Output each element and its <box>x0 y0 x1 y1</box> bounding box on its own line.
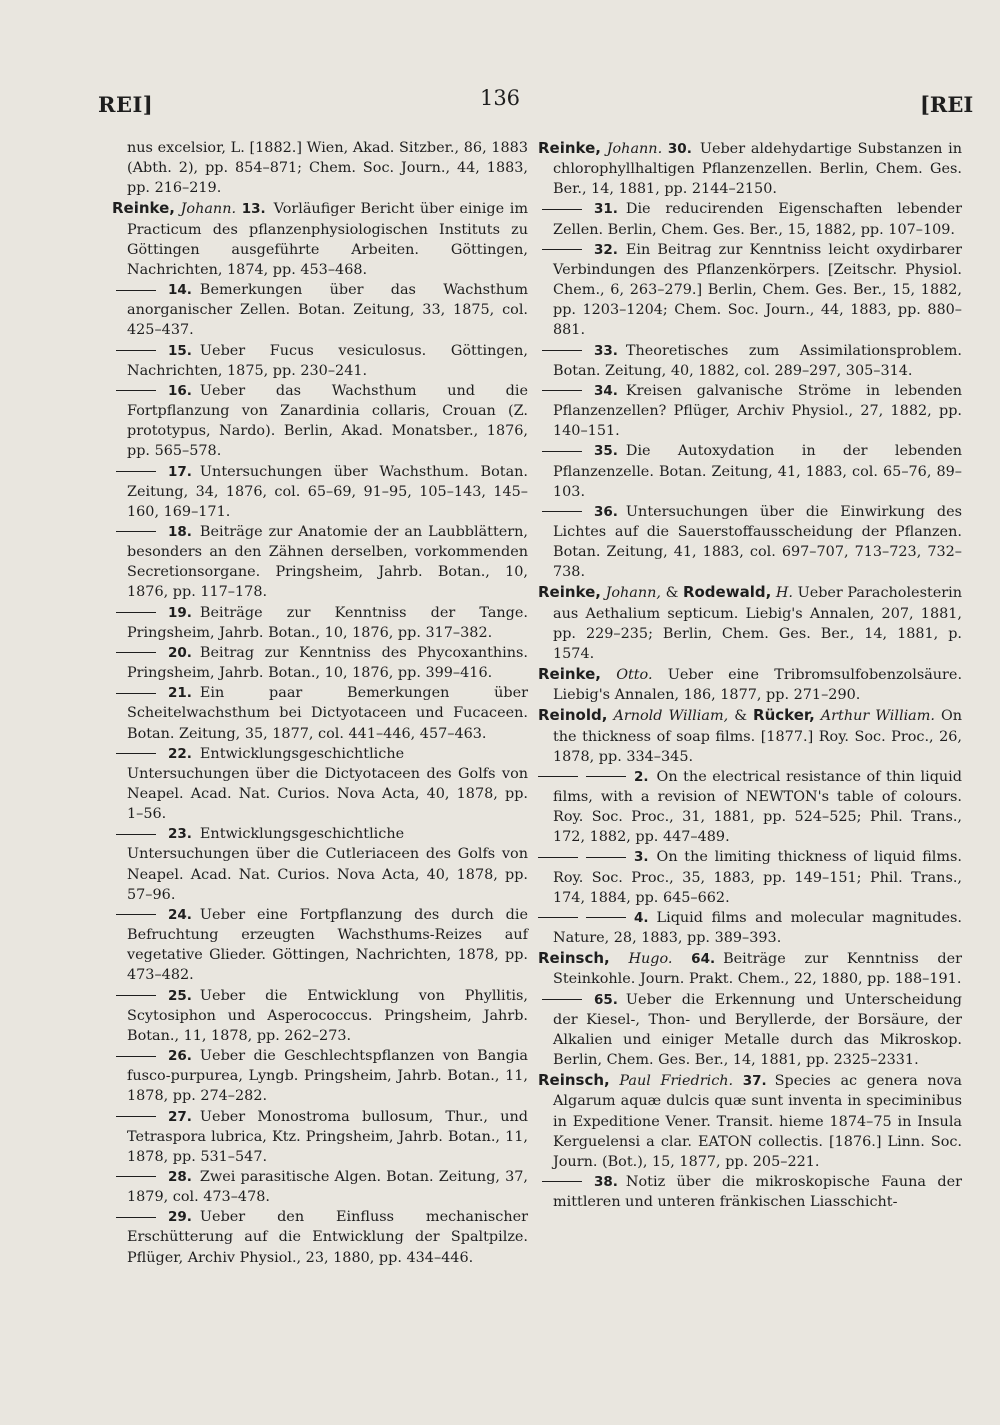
co-author-surname: Rücker, <box>753 706 815 725</box>
entry-text: Ueber aldehydartige Substanzen in chlorophyllhaltigen Pflanzenzellen. Berlin, Chem. Ges. Ber., 14, 1881, pp. 2144–2150. <box>553 141 962 198</box>
bibliography-entry <box>112 824 528 905</box>
author-given-name: Johann, <box>605 585 661 602</box>
entry-number: 3. <box>634 849 649 866</box>
entry-number: 26. <box>168 1048 192 1065</box>
entry-text: Ueber Fucus vesiculosus. Göttingen, Nachrichten, 1875, pp. 230–241. <box>127 342 528 379</box>
ampersand: & <box>665 585 679 602</box>
bibliography-entry <box>538 138 962 199</box>
entry-number: 65. <box>594 991 618 1008</box>
entry-text: Liquid films and molecular magnitudes. Nature, 28, 1883, pp. 389–393. <box>553 909 962 947</box>
entry-number: 14. <box>168 282 192 299</box>
author-given-name: Hugo. <box>628 951 673 968</box>
entry-number: 27. <box>168 1108 192 1125</box>
bibliography-entry <box>538 381 962 441</box>
bibliography-entry <box>112 198 528 280</box>
entry-number: 64. <box>691 951 716 968</box>
bibliography-entry <box>112 522 528 603</box>
bibliography-entry <box>538 908 962 948</box>
bibliography-entry <box>538 341 962 381</box>
entry-number: 15. <box>168 342 192 359</box>
bibliography-entry <box>112 643 528 683</box>
entry-text: Ueber den Einfluss mechanischer Erschütterung auf die Entwicklung der Spaltpilze. Pflüger, Archiv Physiol., 23, 1880, pp. 434–446. <box>127 1209 528 1266</box>
entry-text: Untersuchungen über die Einwirkung des Lichtes auf die Sauerstoffausscheidung der Pflanzen. Botan. Zeitung, 41, 1883, col. 697–707, 713–723, 732–738. <box>553 503 962 581</box>
bibliography-entry <box>112 462 528 522</box>
entry-text: Theoretisches zum Assimilationsproblem. Botan. Zeitung, 40, 1882, col. 289–297, 305–314. <box>553 342 962 379</box>
ditto-rule <box>116 390 156 391</box>
entry-text: Beiträge zur Kenntniss der Tange. Pringsheim, Jahrb. Botan., 10, 1876, pp. 317–382. <box>127 604 528 641</box>
entry-number: 29. <box>168 1209 192 1226</box>
entry-text: Vorläufiger Bericht über einige im Practicum des pflanzenphysiologischen Instituts zu Göttingen ausgeführte Arbeiten. Göttingen, Nachrichten, 1874, pp. 453–468. <box>127 201 529 278</box>
bibliography-entry <box>112 1046 528 1106</box>
author-given-name: Johann. <box>180 201 237 218</box>
ditto-rule <box>542 511 582 512</box>
entry-text: Bemerkungen über das Wachsthum anorganischer Zellen. Botan. Zeitung, 33, 1875, col. 425–437. <box>127 282 528 339</box>
entry-text: Entwicklungsgeschichtliche Untersuchungen über die Dictyotaceen des Golfs von Neapel. Acad. Nat. Curios. Nova Acta, 40, 1878, pp. 1–56. <box>127 745 528 823</box>
bibliography-entry <box>538 948 962 989</box>
ditto-rule <box>116 1056 156 1057</box>
entry-number: 16. <box>168 382 192 399</box>
bibliography-entry <box>538 240 962 341</box>
entry-number: 35. <box>594 443 618 460</box>
bibliography-entry <box>112 381 528 462</box>
running-head-right: [REI <box>920 92 974 117</box>
bibliography-entry <box>538 582 962 664</box>
author-given-name: Otto. <box>616 667 653 684</box>
ditto-rule <box>116 834 156 835</box>
entry-text: On the thickness of soap films. [1877.] Roy. Soc. Proc., 26, 1878, pp. 334–345. <box>553 708 963 765</box>
entry-text: nus excelsior, L. [1882.] Wien, Akad. Sitzber., 86, 1883 (Abth. 2), pp. 854–871; Chem. Soc. Journ., 44, 1883, pp. 216–219. <box>127 140 528 197</box>
ditto-rule <box>542 1181 582 1182</box>
entry-number: 30. <box>667 141 692 157</box>
entry-number: 33. <box>594 342 618 359</box>
entry-text: Die Autoxydation in der lebenden Pflanzenzelle. Botan. Zeitung, 41, 1883, col. 65–76, 89–103. <box>553 443 962 500</box>
ditto-rule <box>116 753 156 754</box>
ditto-rule <box>116 693 156 694</box>
author-given-name: Arnold William, <box>613 708 729 725</box>
entry-number: 24. <box>168 906 192 923</box>
entry-number: 18. <box>168 523 192 540</box>
entry-number: 25. <box>168 987 192 1004</box>
entry-text: Ueber eine Fortpflanzung des durch die Befruchtung erzeugten Wachsthums-Reizes auf vegetative Glieder. Göttingen, Nachrichten, 1878, pp. 473–482. <box>127 906 528 984</box>
bibliography-entry <box>112 138 528 198</box>
ditto-rule <box>116 1116 156 1117</box>
ditto-rule <box>538 776 578 777</box>
entry-text: Beiträge zur Kenntniss der Steinkohle. Journ. Prakt. Chem., 22, 1880, pp. 188–191. <box>553 951 963 988</box>
bibliography-entry <box>112 1107 528 1167</box>
entry-number: 31. <box>594 201 618 218</box>
ditto-rule <box>116 1217 156 1218</box>
ditto-rule <box>538 857 578 858</box>
entry-text: Untersuchungen über Wachsthum. Botan. Zeitung, 34, 1876, col. 65–69, 91–95, 105–143, 145–160, 169–171. <box>127 463 528 520</box>
bibliography-entry <box>538 199 962 239</box>
entry-text: Notiz über die mikroskopische Fauna der mittleren und unteren fränkischen Liasschicht- <box>553 1173 962 1211</box>
bibliography-entry <box>538 502 962 583</box>
bibliography-entry <box>538 1070 962 1172</box>
ditto-rule <box>586 917 626 918</box>
left-column <box>112 138 528 1268</box>
bibliography-entry <box>538 847 962 907</box>
entry-text: Ueber die Geschlechtspflanzen von Bangia fusco-purpurea, Lyngb. Pringsheim, Jahrb. Botan., 11, 1878, pp. 274–282. <box>127 1048 528 1105</box>
author-surname: Reinke, <box>538 583 601 602</box>
entry-text: Entwicklungsgeschichtliche Untersuchungen über die Cutleriaceen des Golfs von Neapel. Acad. Nat. Curios. Nova Acta, 40, 1878, pp. 57–96. <box>127 826 528 903</box>
entry-text: Zwei parasitische Algen. Botan. Zeitung, 37, 1879, col. 473–478. <box>127 1168 528 1206</box>
author-given-name: Paul Friedrich. <box>619 1073 734 1090</box>
entry-text: Ueber Monostroma bullosum, Thur., und Tetraspora lubrica, Ktz. Pringsheim, Jahrb. Botan., 11, 1878, pp. 531–547. <box>127 1108 528 1165</box>
entry-number: 23. <box>168 826 192 843</box>
entry-text: On the limiting thickness of liquid films. Roy. Soc. Proc., 35, 1883, pp. 149–151; Phil. Trans., 174, 1884, pp. 645–662. <box>553 849 962 906</box>
entry-text: Ueber die Erkennung und Unterscheidung der Kiesel-, Thon- und Beryllerde, der Borsäure, der Alkalien und einiger Metalle durch das Mikroskop. Berlin, Chem. Ges. Ber., 14, 1881, pp. 2325–2331. <box>553 991 962 1069</box>
entry-number: 2. <box>634 768 649 785</box>
ditto-rule <box>542 209 582 210</box>
entry-number: 28. <box>168 1168 192 1185</box>
entry-number: 17. <box>168 463 192 480</box>
entry-text: Kreisen galvanische Ströme in lebenden Pflanzenzellen? Pflüger, Archiv Physiol., 27, 1882, pp. 140–151. <box>553 382 962 440</box>
ditto-rule <box>116 1176 156 1177</box>
entry-number: 19. <box>168 604 192 621</box>
entry-text: Ueber Paracholesterin aus Aethalium septicum. Liebig's Annalen, 207, 1881, pp. 229–235; Berlin, Chem. Ges. Ber., 14, 1881, p. 1574. <box>553 585 963 662</box>
ditto-rule <box>116 652 156 653</box>
bibliography-entry <box>112 341 528 381</box>
entry-text: Ein Beitrag zur Kenntniss leicht oxydirbarer Verbindungen des Pflanzenkörpers. [Zeitschr. Physiol. Chem., 6, 263–279.] Berlin, Chem. Ges. Ber., 15, 1882, pp. 1203–1204; Chem. Soc. Journ., 44, 1883, pp. 880–881. <box>553 241 962 339</box>
bibliography-entry <box>112 744 528 825</box>
ampersand: & <box>734 708 748 725</box>
entry-text: Die reducirenden Eigenschaften lebender Zellen. Berlin, Chem. Ges. Ber., 15, 1882, pp. 107–109. <box>553 201 962 238</box>
author-surname: Reinke, <box>538 139 601 157</box>
ditto-rule <box>542 390 582 391</box>
entry-text: Ein paar Bemerkungen über Scheitelwachsthum bei Dictyotaceen und Fucaceen. Botan. Zeitung, 35, 1877, col. 441–446, 457–463. <box>127 685 528 742</box>
bibliography-entry <box>538 767 962 848</box>
bibliography-entry <box>538 664 962 705</box>
co-author-given-name: Arthur William. <box>820 708 935 725</box>
bibliography-entry <box>112 683 528 743</box>
ditto-rule <box>116 612 156 613</box>
bibliography-entry <box>112 280 528 340</box>
bibliography-entry <box>538 1172 962 1212</box>
entry-text: Ueber die Entwicklung von Phyllitis, Scytosiphon und Asperococcus. Pringsheim, Jahrb. Botan., 11, 1878, pp. 262–273. <box>127 987 528 1044</box>
bibliography-entry <box>112 1207 528 1267</box>
ditto-rule <box>116 471 156 472</box>
entry-text: On the electrical resistance of thin liquid films, with a revision of NEWTON's table of colours. Roy. Soc. Proc., 31, 1881, pp. 524–525; Phil. Trans., 172, 1882, pp. 447–489. <box>553 768 962 846</box>
ditto-rule <box>542 350 582 351</box>
author-surname: Reinke, <box>538 665 601 684</box>
bibliography-entry <box>112 986 528 1046</box>
entry-number: 4. <box>634 909 649 926</box>
entry-number: 13. <box>241 201 266 218</box>
author-surname: Reinke, <box>112 199 175 218</box>
entry-text: Ueber eine Tribromsulfobenzolsäure. Liebig's Annalen, 186, 1877, pp. 271–290. <box>553 667 963 704</box>
ditto-rule <box>542 999 582 1000</box>
co-author-given-name: H. <box>775 585 793 602</box>
entry-number: 36. <box>594 503 618 520</box>
bibliography-entry <box>112 1167 528 1207</box>
author-surname: Reinsch, <box>538 949 610 968</box>
ditto-rule <box>542 249 582 250</box>
bibliography-entry <box>112 905 528 986</box>
running-head-left: REI] <box>98 92 154 117</box>
entry-number: 22. <box>168 745 192 762</box>
entry-number: 32. <box>594 241 618 258</box>
entry-text: Ueber das Wachsthum und die Fortpflanzung von Zanardinia collaris, Crouan (Z. prototypus, Nardo). Berlin, Akad. Monatsber., 1876, pp. 565–578. <box>127 382 528 460</box>
entry-number: 37. <box>742 1073 767 1090</box>
bibliography-entry <box>112 603 528 643</box>
ditto-rule <box>586 857 626 858</box>
entry-number: 34. <box>594 382 618 399</box>
right-column <box>538 138 962 1212</box>
co-author-surname: Rodewald, <box>682 583 772 602</box>
ditto-rule <box>116 290 156 291</box>
ditto-rule <box>542 451 582 452</box>
author-given-name: Johann. <box>606 141 663 157</box>
ditto-rule <box>116 995 156 996</box>
ditto-rule <box>116 531 156 532</box>
entry-text: Beitrag zur Kenntniss des Phycoxanthins. Pringsheim, Jahrb. Botan., 10, 1876, pp. 399–416. <box>127 644 528 682</box>
entry-text: Species ac genera nova Algarum aquæ dulcis quæ sunt inventa in speciminibus in Expeditione Vener. Transit. hieme 1874–75 in Insula Kerguelensi a clar. EATON collectis. [1876.] Linn. Soc. Journ. (Bot.), 15, 1877, pp. 205–221. <box>553 1073 962 1170</box>
bibliography-entry <box>538 705 962 766</box>
ditto-rule <box>116 350 156 351</box>
bibliography-entry <box>538 990 962 1071</box>
author-surname: Reinold, <box>538 706 608 725</box>
ditto-rule <box>116 914 156 915</box>
entry-text: Beiträge zur Anatomie der an Laubblättern, besonders an den Zähnen derselben, vorkommenden Secretionsorgane. Pringsheim, Jahrb. Botan., 10, 1876, pp. 117–178. <box>127 523 528 601</box>
author-surname: Reinsch, <box>538 1071 610 1090</box>
page-number: 136 <box>479 86 521 110</box>
bibliography-entry <box>538 441 962 501</box>
ditto-rule <box>586 776 626 777</box>
entry-number: 20. <box>168 644 192 661</box>
ditto-rule <box>538 917 578 918</box>
entry-number: 21. <box>168 685 192 702</box>
entry-number: 38. <box>594 1173 618 1190</box>
